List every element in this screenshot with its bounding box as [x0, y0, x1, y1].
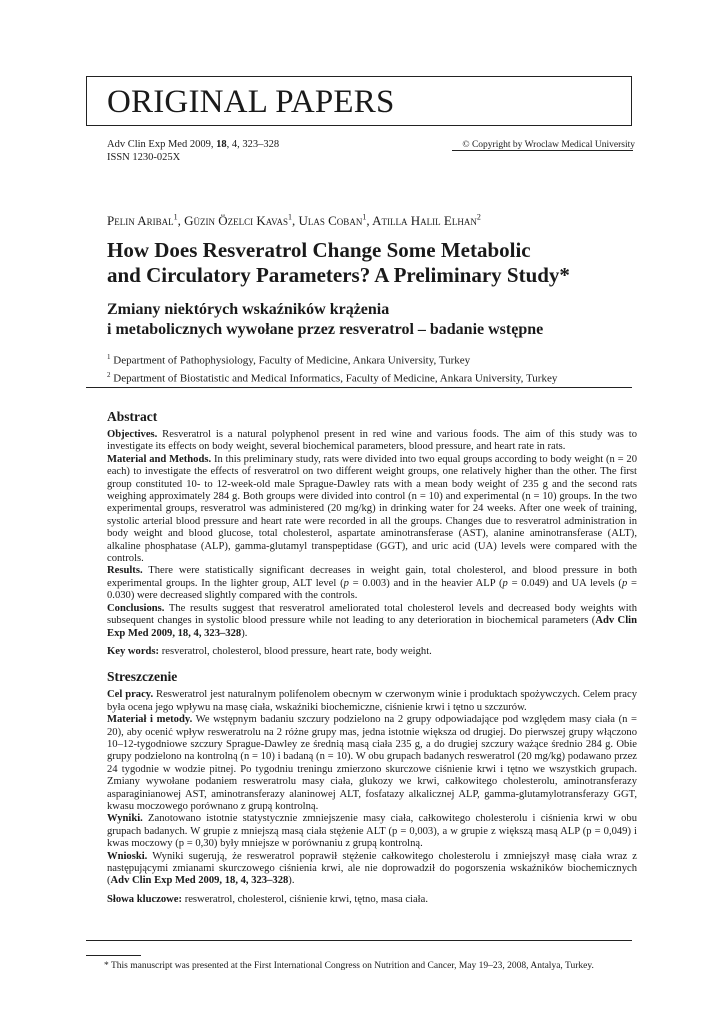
- abstract-heading: Abstract: [107, 409, 158, 424]
- section-label: ORIGINAL PAPERS: [107, 84, 395, 120]
- abstract-results: Results. There were statistically significant decreases in weight gain, total cholesterol, and blood pressure in both experimental groups. In the lighter group, ALT level (p = 0.003) and in the heavier ALP (p = 0.049) and UA levels (p = 0.030) were decreased slightly compared with the controls.: [107, 565, 637, 602]
- section-header-box: [86, 76, 632, 126]
- affiliation: $^2$ Department of Biostatistic and Medical Informatics, Faculty of Medicine, Ankara University, Turkey: [107, 370, 558, 385]
- paper-title-english: How Does Resveratrol Change Some Metabolic and Circulatory Parameters? A Preliminary Study*: [107, 238, 570, 287]
- streszczenie-heading: Streszczenie: [107, 669, 178, 685]
- author: Güzin Özelci Kavas$^1$,: [184, 213, 299, 229]
- footnote: * This manuscript was presented at the First International Congress on Nutrition and Cancer, May 19–23, 2008, Antalya, Turkey.: [104, 961, 594, 971]
- copyright-rule: [452, 150, 633, 151]
- paper-title-polish: Zmiany niektórych wskaźników krążenia i metabolicznych wywołane przez resveratrol – badanie wstępne: [107, 301, 544, 338]
- journal-citation: Adv Clin Exp Med 2009, 18, 4, 323–328 ISSN 1230-025X: [107, 139, 280, 163]
- abstract-top-rule: [86, 387, 632, 388]
- affiliation: $^1$ Department of Pathophysiology, Faculty of Medicine, Ankara University, Turkey: [107, 353, 471, 367]
- copyright-notice: © Copyright by Wroclaw Medical University: [462, 140, 635, 150]
- abstract-bottom-rule: [86, 940, 632, 941]
- abstract-objectives: Objectives. Resveratrol is a natural polyphenol present in red wine and various foods. The aim of this study was to investigate its effects on body weight, several biochemical parameters, blood pressure, and heart rate in rats.: [107, 429, 637, 453]
- streszczenie-metody: Materiał i metody. We wstępnym badaniu szczury podzielono na 2 grupy odpowiadające pod względem masy ciała (n = 20), aby ocenić wpływ resweratrolu na 2 różne grupy mas, jedna istotnie większa od drugiej. Do pierwszej grupy włączono 10–12-tygodniowe szczury Sprague-Dawley ze średnią masą ciała 235 g, a do drugiej szczury ważące średnio 284 g. Obie grupy podzielono na kontrolną (n = 10) i badaną (n = 10). W obu grupach badanych resweratrol (20 mg/kg) podawano przez 24 tygodnie w wodzie pitnej. Po tygodniu treningu zmierzono skurczowe ciśnienie krwi i tętno we wszystkich grupach. Zmiany wywołane podaniem resweratrolu masy ciała, glukozy we krwi, całkowitego cholesterolu, aminotransferazy asparaginianowej AST, aminotransferazy alaninowej ALT, fosfatazy alkalicznej ALP, gamma-glutamylotransferazy GGT, kwasu moczowego porównano z grupą kontrolną.: [107, 714, 637, 812]
- streszczenie-wnioski: Wnioski. Wyniki sugerują, że resweratrol poprawił stężenie całkowitego cholesterolu i zmniejszył masę ciała wraz z następującymi zmianami skurczowego ciśnienia krwi, ale nie doprowadził do pogorszenia wskaźników biochemicznych (Adv Clin Exp Med 2009, 18, 4, 323–328).: [107, 850, 637, 887]
- issn: ISSN 1230-025X: [107, 152, 181, 163]
- abstract-section: [107, 408, 637, 906]
- abstract-conclusions: Conclusions. The results suggest that resveratrol ameliorated total cholesterol levels and decreased body weights with subsequent changes in systolic blood pressure while not leading to any deterioration in biochemical parameters (Adv Clin Exp Med 2009, 18, 4, 323–328).: [107, 602, 637, 639]
- abstract-keywords: Key words: resveratrol, cholesterol, blood pressure, heart rate, body weight.: [107, 645, 432, 657]
- abstract-methods: Material and Methods. In this preliminary study, rats were divided into two equal groups according to body weight (n = 20 each) to investigate the effects of resveratrol on two different weight groups, one relatively higher than the other. The first group constituted 10- to 12-week-old male Sprague-Dawley rats with a mean body weight of 235 g and the second rats weighing approximately 284 g. Both groups were divided into control (n = 10) and experimental (n = 10) groups. In the two experimental groups, resveratrol was administered (20 mg/kg) in drinking water for 24 weeks. After one week of training, systolic arterial blood pressure and heart rate were recorded in all the groups. Changes due to resveratrol administration in body weight and blood glucose, total cholesterol, aspartate aminotransferase (AST), alanine aminotransferase (ALT), alkaline phosphatase (ALP), gamma-glutamyl transpeptidase (GGT), and uric acid (UA) levels were compared with the controls.: [107, 453, 637, 565]
- affiliations: [107, 350, 557, 385]
- streszczenie-cel: Cel pracy. Resweratrol jest naturalnym polifenolem obecnym w czerwonym winie i produktach spożywczych. Celem pracy była ocena jego wpływu na masę ciała, wskaźniki biochemiczne, ciśnienie krwi i tętno u szczurów.: [107, 689, 637, 713]
- author: Pelin Aribal$^1$,: [107, 213, 185, 229]
- author-list: [107, 210, 481, 229]
- streszczenie-wyniki: Wyniki. Zanotowano istotnie statystycznie zmniejszenie masy ciała, całkowitego cholesterolu i ciśnienia krwi w obu grupach badanych. W grupie z mniejszą masą ciała stężenie ALT (p = 0,003), a w grupie z większą masą ALP (p = 0,049) i kwas moczowy (p = 0,30) były mniejsze w porównaniu z grupą kontrolną.: [107, 813, 637, 850]
- journal-volume: 18: [216, 139, 227, 150]
- streszczenie-keywords: Słowa kluczowe: resweratrol, cholesterol, ciśnienie krwi, tętno, masa ciała.: [107, 893, 428, 905]
- author: Ulas Coban$^1$,: [298, 213, 373, 229]
- footnote-rule: [86, 955, 141, 956]
- author: Atilla Halil Elhan$^2$: [372, 213, 481, 229]
